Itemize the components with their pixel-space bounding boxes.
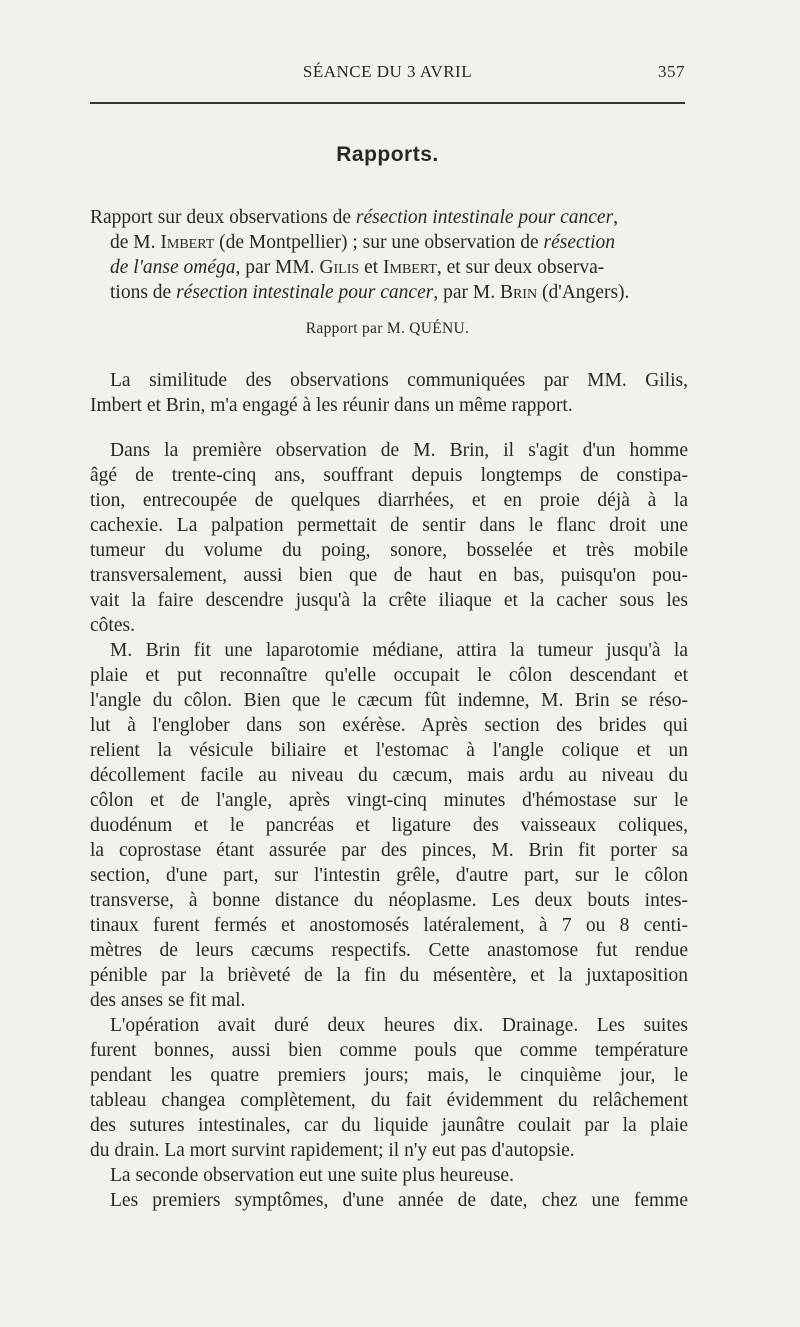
body-line: tableau changea complètement, du fait évidemment du relâchement bbox=[90, 1090, 688, 1111]
body-line: pénible par la brièveté de la fin du mésentère, et la juxtaposition bbox=[90, 965, 688, 986]
body-line: des anses se fit mal. bbox=[90, 990, 246, 1011]
body-line: tion, entrecoupée de quelques diarrhées, et en proie déjà à la bbox=[90, 490, 688, 511]
body-line: décollement facile au niveau du cæcum, mais ardu au niveau du bbox=[90, 765, 688, 786]
body-line: la coprostase étant assurée par des pinces, M. Brin fit porter sa bbox=[90, 840, 688, 861]
report-title-line-1: Rapport sur deux observations de résection intestinale pour cancer, bbox=[90, 207, 619, 228]
body-line: côtes. bbox=[90, 615, 135, 636]
body-line: furent bonnes, aussi bien comme pouls que comme température bbox=[90, 1040, 688, 1061]
body-line: côlon et de l'angle, après vingt-cinq minutes d'hémostase sur le bbox=[90, 790, 688, 811]
rapporteur-line: Rapport par M. QUÉNU. bbox=[305, 320, 470, 337]
header-rule bbox=[90, 102, 685, 104]
body-line: des sutures intestinales, car du liquide jaunâtre coulait par la plaie bbox=[90, 1115, 688, 1136]
section-title: Rapports. bbox=[336, 143, 439, 166]
running-title: SÉANCE DU 3 AVRIL bbox=[302, 62, 473, 81]
body-line: lut à l'englober dans son exérèse. Après section des brides qui bbox=[90, 715, 688, 736]
paragraph-gap bbox=[90, 418, 688, 438]
page-number: 357 bbox=[658, 62, 685, 81]
body-line: L'opération avait duré deux heures dix. Drainage. Les suites bbox=[110, 1015, 688, 1036]
body-line: l'angle du côlon. Bien que le cæcum fût indemne, M. Brin se réso- bbox=[90, 690, 688, 711]
report-title-line-4: tions de résection intestinale pour cancer, par M. Brin (d'Angers). bbox=[110, 282, 630, 303]
running-head bbox=[90, 62, 685, 86]
body-line: duodénum et le pancréas et ligature des vaisseaux coliques, bbox=[90, 815, 688, 836]
body-line: Imbert et Brin, m'a engagé à les réunir dans un même rapport. bbox=[90, 395, 573, 416]
body-line: Les premiers symptômes, d'une année de date, chez une femme bbox=[110, 1190, 688, 1211]
body-line: tinaux furent fermés et anostomosés latéralement, à 7 ou 8 centi- bbox=[90, 915, 688, 936]
body-line: plaie et put reconnaître qu'elle occupait le côlon descendant et bbox=[90, 665, 688, 686]
body-line: transversalement, aussi bien que de haut en bas, puisqu'on pou- bbox=[90, 565, 688, 586]
body-line: tumeur du volume du poing, sonore, bosselée et très mobile bbox=[90, 540, 688, 561]
body-line: mètres de leurs cæcums respectifs. Cette anastomose fut rendue bbox=[90, 940, 688, 961]
body-line: cachexie. La palpation permettait de sentir dans le flanc droit une bbox=[90, 515, 688, 536]
body-line: M. Brin fit une laparotomie médiane, attira la tumeur jusqu'à la bbox=[110, 640, 688, 661]
body-line: La similitude des observations communiquées par MM. Gilis, bbox=[110, 370, 688, 391]
body-line: âgé de trente-cinq ans, souffrant depuis longtemps de constipa- bbox=[90, 465, 688, 486]
body-line: section, d'une part, sur l'intestin grêle, d'autre part, sur le côlon bbox=[90, 865, 688, 886]
body-line: Dans la première observation de M. Brin, il s'agit d'un homme bbox=[110, 440, 688, 461]
body-line: pendant les quatre premiers jours; mais, le cinquième jour, le bbox=[90, 1065, 688, 1086]
body-line: vait la faire descendre jusqu'à la crête iliaque et la cacher sous les bbox=[90, 590, 688, 611]
report-title bbox=[90, 205, 688, 305]
report-title-line-2: de M. Imbert (de Montpellier) ; sur une observation de résection bbox=[110, 232, 615, 253]
report-title-line-3: de l'anse oméga, par MM. Gilis et Imbert, et sur deux observa- bbox=[110, 257, 605, 278]
body-line: transverse, à bonne distance du néoplasme. Les deux bouts intes- bbox=[90, 890, 688, 911]
body-text bbox=[90, 368, 688, 1213]
body-line: relient la vésicule biliaire et l'estomac à l'angle colique et un bbox=[90, 740, 688, 761]
body-line: La seconde observation eut une suite plus heureuse. bbox=[110, 1165, 514, 1186]
body-line: du drain. La mort survint rapidement; il n'y eut pas d'autopsie. bbox=[90, 1140, 575, 1161]
